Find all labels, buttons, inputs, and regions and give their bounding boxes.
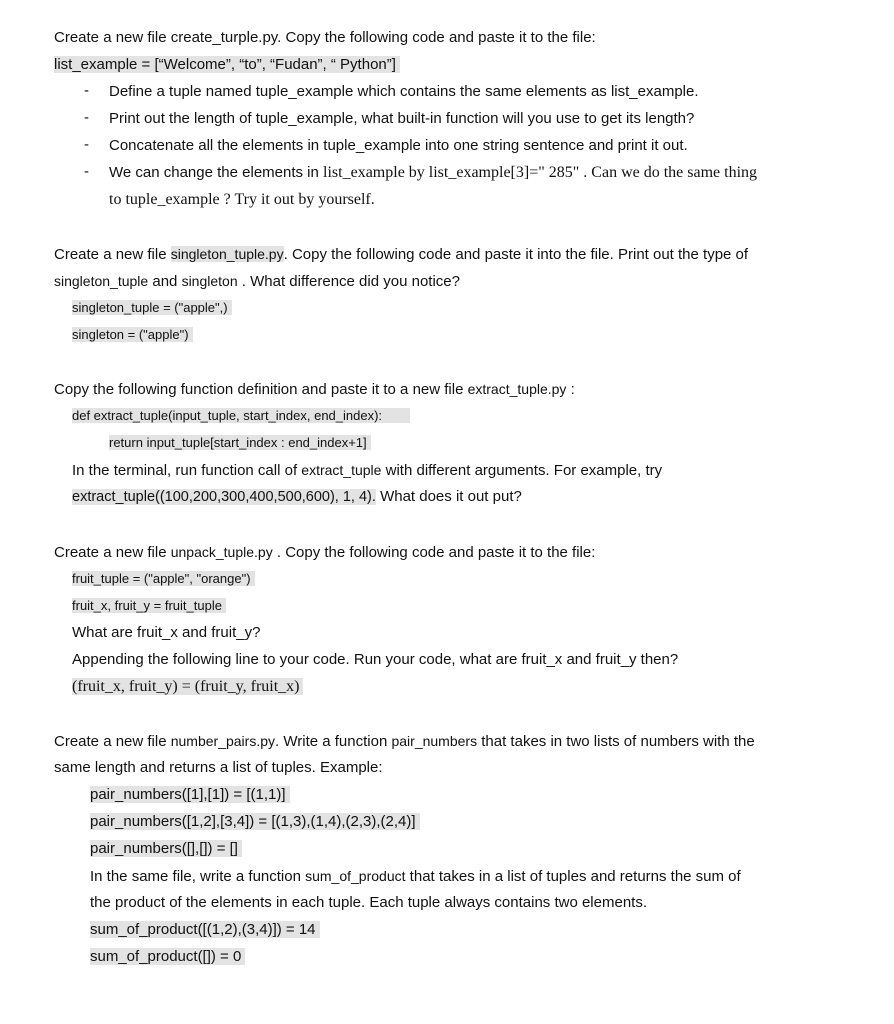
- s5-l1a: Create a new file: [54, 733, 171, 750]
- s5-l3a: In the same file, write a function: [90, 868, 306, 885]
- s2-l2c: singleton: [181, 273, 238, 289]
- s4-code-3-text: (fruit_x, fruit_y) = (fruit_y, fruit_x): [72, 678, 303, 695]
- s1-code-text: list_example = [“Welcome”, “to”, “Fudan”, “ Python”]: [54, 56, 400, 73]
- s5-l1b: . Write a function: [275, 733, 392, 750]
- s1-bullet-4-cont: to tuple_example ? Try it out by yourself.: [109, 191, 375, 208]
- bullet-marker: -: [84, 82, 89, 99]
- s4-l1a: Create a new file: [54, 544, 171, 561]
- s5-line-1: [54, 731, 755, 752]
- s3-filename: extract_tuple.py: [467, 381, 567, 397]
- s3-code-1-text: def extract_tuple(input_tuple, start_index, end_index):: [72, 408, 410, 423]
- s5-fn-sum: sum_of_product: [305, 868, 406, 884]
- s4-line-1: [54, 542, 595, 563]
- s1-bullet-1: Define a tuple named tuple_example which contains the same elements as list_example.: [109, 83, 699, 100]
- s3-code-2: [109, 433, 371, 453]
- s5-example-4-text: sum_of_product([(1,2),(3,4)]) = 14: [90, 921, 320, 938]
- s2-l1a: Create a new file: [54, 246, 171, 263]
- s3-fn: extract_tuple: [301, 462, 382, 478]
- s5-l1c: that takes in two lists of numbers with the: [477, 733, 755, 750]
- s1-intro: Create a new file create_turple.py. Copy the following code and paste it to the file:: [54, 29, 596, 46]
- s5-example-1: [90, 785, 290, 805]
- s5-example-5-text: sum_of_product([]) = 0: [90, 948, 245, 965]
- s2-filename: singleton_tuple.py: [170, 246, 284, 262]
- s5-line-2: same length and returns a list of tuples. Example:: [54, 759, 383, 776]
- s3-l1b: :: [566, 381, 575, 398]
- s2-code-2: [72, 325, 193, 345]
- s5-example-2: [90, 812, 420, 832]
- s5-example-1-text: pair_numbers([1],[1]) = [(1,1)]: [90, 786, 290, 803]
- s4-question-1: What are fruit_x and fruit_y?: [72, 624, 261, 641]
- s3-line-3: [72, 487, 522, 507]
- s3-l3b: What does it out put?: [375, 488, 522, 505]
- s5-example-4: [90, 920, 320, 940]
- s3-l2a: In the terminal, run function call of: [72, 462, 302, 479]
- s1-bullet-4: [109, 163, 757, 183]
- s2-l2d: . What difference did you notice?: [237, 273, 460, 290]
- s5-line-3: [90, 866, 741, 887]
- s5-example-3-text: pair_numbers([],[]) = []: [90, 840, 242, 857]
- s4-code-2: [72, 596, 226, 616]
- s1-bullet-2: Print out the length of tuple_example, what built-in function will you use to get its length?: [109, 110, 695, 127]
- s3-code-1: [72, 406, 410, 426]
- s1-b4-part-a: We can change the elements in: [109, 164, 324, 181]
- s3-l2b: with different arguments. For example, try: [381, 462, 663, 479]
- s5-fn-pair: pair_numbers: [391, 733, 478, 749]
- s3-call: extract_tuple((100,200,300,400,500,600), 1, 4).: [72, 489, 376, 505]
- s3-line-2: [72, 460, 662, 481]
- s1-bullet-3: Concatenate all the elements in tuple_example into one string sentence and print it out.: [109, 137, 688, 154]
- s5-example-3: [90, 839, 242, 859]
- s2-l1b: . Copy the following code and paste it into the file. Print out the type of: [283, 246, 749, 263]
- s4-question-2: Appending the following line to your code. Run your code, what are fruit_x and fruit_y then?: [72, 651, 679, 668]
- s5-l3b: that takes in a list of tuples and returns the sum of: [405, 868, 741, 885]
- s2-code-1-text: singleton_tuple = ("apple",): [72, 300, 232, 315]
- s2-l2b: and: [148, 273, 182, 290]
- s3-line-1: [54, 379, 575, 400]
- s4-code-1: [72, 569, 255, 589]
- s2-l2a: singleton_tuple: [54, 273, 149, 289]
- s4-code-1-text: fruit_tuple = ("apple", "orange"): [72, 571, 255, 586]
- s4-code-3: [72, 677, 303, 697]
- s2-line-1: [54, 244, 748, 265]
- s5-example-2-text: pair_numbers([1,2],[3,4]) = [(1,3),(1,4),(2,3),(2,4)]: [90, 813, 420, 830]
- s4-filename: unpack_tuple.py: [170, 544, 273, 560]
- bullet-marker: -: [84, 163, 89, 180]
- s2-code-2-text: singleton = ("apple"): [72, 327, 193, 342]
- s4-l1b: . Copy the following code and paste it to the file:: [272, 544, 596, 561]
- s5-filename: number_pairs.py: [170, 733, 276, 749]
- s2-code-1: [72, 298, 232, 318]
- s5-line-4: the product of the elements in each tuple. Each tuple always contains two elements.: [90, 894, 647, 911]
- s4-code-2-text: fruit_x, fruit_y = fruit_tuple: [72, 598, 226, 613]
- s5-example-5: [90, 947, 245, 967]
- bullet-marker: -: [84, 136, 89, 153]
- s3-l1a: Copy the following function definition and paste it to a new file: [54, 381, 468, 398]
- bullet-marker: -: [84, 109, 89, 126]
- s2-line-2: [54, 271, 460, 292]
- s1-b4-part-b: list_example by list_example[3]=" 285" . Can we do the same thing: [323, 164, 758, 181]
- s3-code-2-text: return input_tuple[start_index : end_index+1]: [109, 435, 371, 450]
- s1-code: [54, 55, 400, 75]
